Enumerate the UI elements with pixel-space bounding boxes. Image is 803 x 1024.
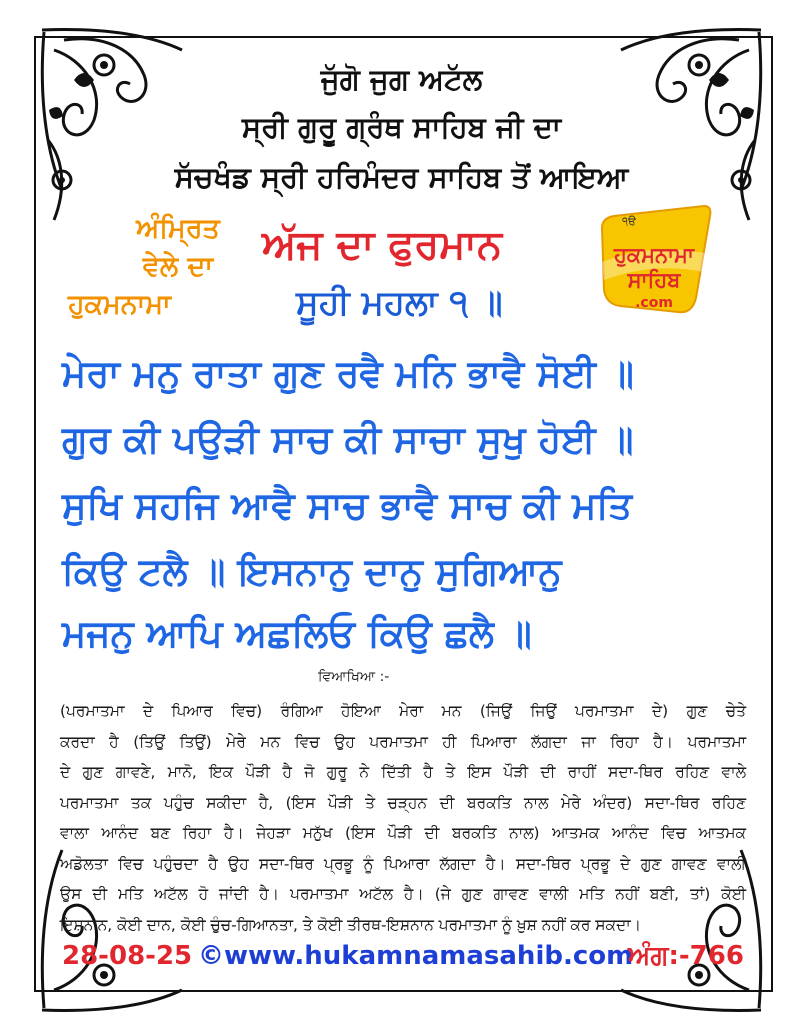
explanation-line: ਅਡੋਲਤਾ ਵਿਚ ਪਹੁੰਚਦਾ ਹੈ ਉਹ ਸਦਾ-ਥਿਰ ਪ੍ਰਭੂ ਨੂੰ ਪਿਆਰਾ ਲੱਗਦਾ ਹੈ। ਸਦਾ-ਥਿਰ ਪ੍ਰਭੂ ਦੇ ਗੁਣ ਗਾਵਣ ਵਾਲੀ [60,854,746,873]
explanation-line: ਦੇ ਗੁਣ ਗਾਵਣੇ, ਮਾਨੋ, ਇਕ ਪੌੜੀ ਹੈ ਜੋ ਗੁਰੂ ਨੇ ਦਿੱਤੀ ਹੈ ਤੇ ਇਸ ਪੌੜੀ ਦੀ ਰਾਹੀਂ ਸਦਾ-ਥਿਰ ਰਹਿਣ ਵਾਲੇ [60,763,746,781]
ang-number: ਅੰਗ:-766 [628,941,744,971]
explanation-line: ਉਸ ਦੀ ਮਤਿ ਅਟੱਲ ਹੋ ਜਾਂਦੀ ਹੈ। ਪਰਮਾਤਮਾ ਅਟੱਲ ਹੈ। (ਜੇ ਗੁਣ ਗਾਵਣ ਵਾਲੀ ਮਤਿ ਨਹੀਂ ਬਣੀ, ਤਾਂ) ਕੋਈ [60,885,746,903]
vyakhya-label: ਵਿਆਖਿਆ :- [318,669,390,685]
explanation-line: ਪਰਮਾਤਮਾ ਤਕ ਪਹੁੰਚ ਸਕੀਦਾ ਹੈ, (ਇਸ ਪੌੜੀ ਤੇ ਚੜ੍ਹਨ ਦੀ ਬਰਕਤਿ ਨਾਲ ਮੇਰੇ ਅੰਦਰ) ਸਦਾ-ਥਿਰ ਰਹਿਣ [60,793,746,812]
verse-line-4: ਕਿਉ ਟਲੈ ॥ ਇਸਨਾਨੁ ਦਾਨੁ ਸੁਗਿਆਨੁ [62,550,562,593]
explanation-line: ਵਾਲਾ ਆਨੰਦ ਬਣ ਰਿਹਾ ਹੈ। ਜੇਹੜਾ ਮਨੁੱਖ (ਇਸ ਪੌੜੀ ਦੀ ਬਰਕਤਿ ਨਾਲ) ਆਤਮਕ ਆਨੰਦ ਵਿਚ ਆਤਮਕ [60,824,746,842]
date-label: 28-08-25 [62,941,193,971]
verse-line-1: ਮੇਰਾ ਮਨੁ ਰਾਤਾ ਗੁਣ ਰਵੈ ਮਨਿ ਭਾਵੈ ਸੋਈ ॥ [62,352,634,395]
explanation-text [60,696,746,940]
verse-line-3: ਸੁਖਿ ਸਹਜਿ ਆਵੈ ਸਾਚ ਭਾਵੈ ਸਾਚ ਕੀ ਮਤਿ [62,484,633,527]
amrit-vele-line-3: ਹੁਕਮਨਾਮਾ [68,289,171,320]
logo-line-1: ਹੁਕਮਨਾਮਾ [614,243,694,267]
website-link[interactable]: ©www.hukamnamasahib.com [198,941,634,971]
amrit-vele-label [68,210,268,324]
explanation-line: ਇਸ਼ਨਾਨ, ਕੋਈ ਦਾਨ, ਕੋਈ ਚੁੰਚ-ਗਿਆਨਤਾ, ਤੇ ਕੋਈ ਤੀਰਥ-ਇਸ਼ਨਾਨ ਪਰਮਾਤਮਾ ਨੂੰ ਖ਼ੁਸ਼ ਨਹੀਂ ਕਰ ਸਕਦਾ। [60,915,641,934]
logo-text [592,243,716,293]
logo-line-2: ਸਾਹਿਬ [627,268,681,292]
header-line-3: ਸੱਚਖੰਡ ਸ੍ਰੀ ਹਰਿਮੰਦਰ ਸਾਹਿਬ ਤੋਂ ਆਇਆ [174,160,629,194]
explanation-line: ਕਰਦਾ ਹੈ (ਤਿਉਂ ਤਿਉਂ) ਮੇਰੇ ਮਨ ਵਿਚ ਉਹ ਪਰਮਾਤਮਾ ਹੀ ਪਿਆਰਾ ਲੱਗਦਾ ਜਾ ਰਿਹਾ ਹੈ। ਪਰਮਾਤਮਾ [60,732,746,751]
ik-onkar-symbol: ੧ੳ [622,215,636,228]
verse-line-2: ਗੁਰ ਕੀ ਪਉੜੀ ਸਾਚ ਕੀ ਸਾਚਾ ਸੁਖੁ ਹੋਈ ॥ [62,418,634,461]
raag-heading: ਸੂਹੀ ਮਹਲਾ ੧ ॥ [296,283,503,323]
logo-domain: .com [635,295,673,311]
explanation-line: (ਪਰਮਾਤਮਾ ਦੇ ਪਿਆਰ ਵਿਚ) ਰੰਗਿਆ ਹੋਇਆ ਮੇਰਾ ਮਨ (ਜਿਉਂ ਜਿਉਂ ਪਰਮਾਤਮਾ ਦੇ) ਗੁਣ ਚੇਤੇ [60,702,746,720]
amrit-vele-line-1: ਅੰਮ੍ਰਿਤ [136,213,220,244]
verse-line-5: ਮਜਨੁ ਆਪਿ ਅਛਲਿਓ ਕਿਉ ਛਲੈ ॥ [62,612,532,655]
header-line-2: ਸ੍ਰੀ ਗੁਰੂ ਗ੍ਰੰਥ ਸਾਹਿਬ ਜੀ ਦਾ [241,110,562,144]
page-title: ਅੱਜ ਦਾ ਫੁਰਮਾਨ [262,222,502,268]
amrit-vele-line-2: ਵੇਲੇ ਦਾ [142,251,214,282]
header-line-1: ਜੁੱਗੋ ਜੁਗ ਅਟੱਲ [320,62,483,96]
